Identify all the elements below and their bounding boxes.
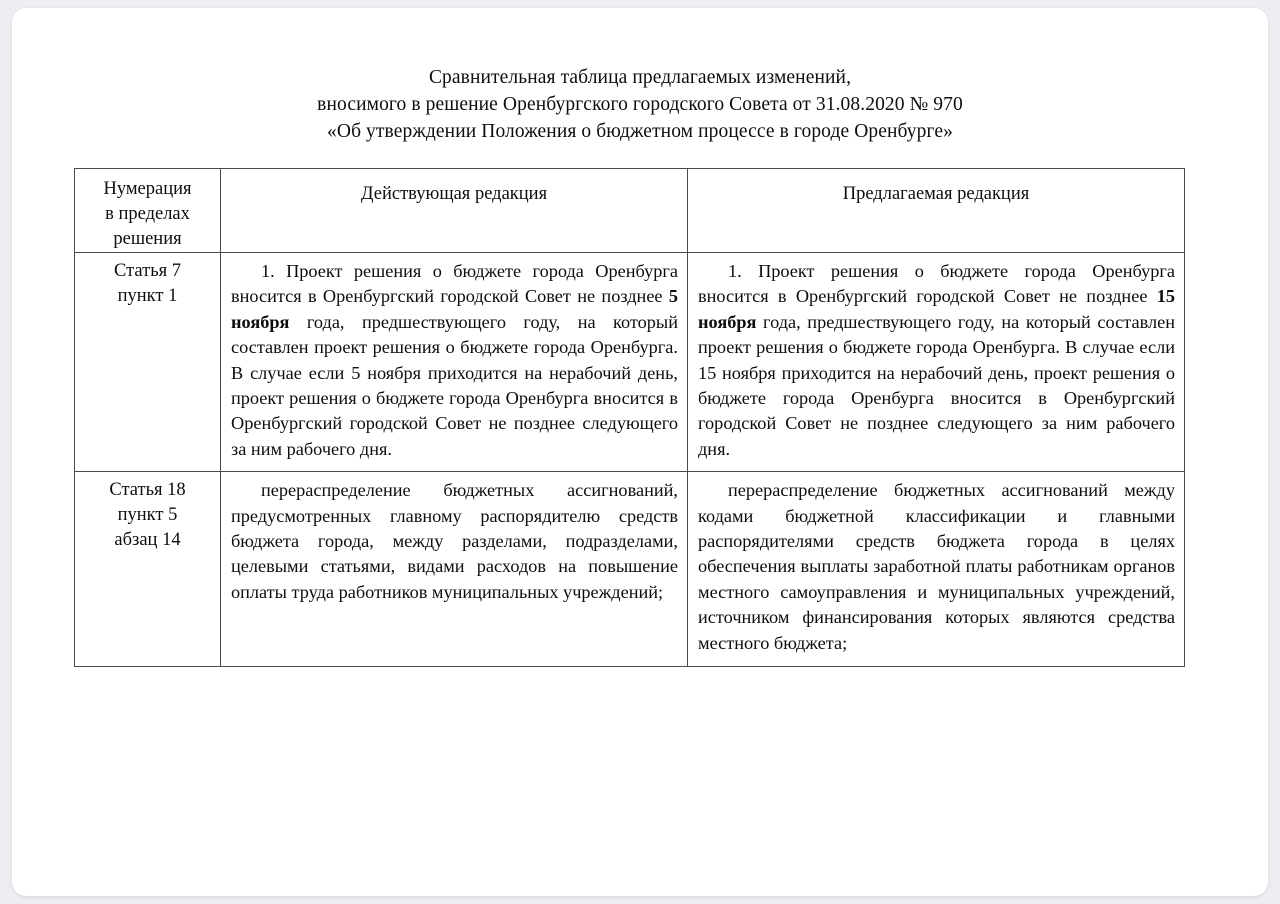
header-current-edition-label: Действующая редакция [360,184,548,204]
header-proposed-edition-label: Предлагаемая редакция [842,184,1030,204]
header-numbering [75,169,221,253]
table-row [75,253,1185,472]
table-header-row [75,169,1185,253]
row-current-edition-cell [221,472,688,667]
row-proposed-edition-cell [688,472,1185,667]
title-line-1: Сравнительная таблица предлагаемых изменений, [428,67,852,88]
row-proposed-edition-cell [688,253,1185,472]
proposed-text-bold: 15 ноября [698,286,1175,332]
current-text-bold: 5 ноября [231,286,678,332]
header-proposed-edition [688,169,1185,253]
proposed-text-prefix: 1. Проект решения о бюджете города Оренбурга вносится в Оренбургский городской Совет не позднее [698,261,1175,307]
document-page [12,8,1268,896]
table-row [75,472,1185,667]
header-current-edition [221,169,688,253]
row-numbering-line-3: абзац 14 [114,530,181,551]
current-text-suffix: года, предшествующего году, на который составлен проект решения о бюджете города Оренбурга. В случае если 5 ноября приходится на нерабочий день, проект решения о бюджете города Оренбурга вносится в Оренбургский городской Совет не позднее следующего за ним рабочего дня. [231,311,678,459]
row-proposed-edition-text [698,478,1175,656]
header-numbering-line-1: Нумерация [103,179,192,199]
row-numbering-line-1: Статья 18 [109,480,186,501]
row-numbering-cell [75,472,221,667]
title-line-2: вносимого в решение Оренбургского городского Совета от 31.08.2020 № 970 [317,94,963,115]
document-title-block [12,64,1268,145]
proposed-text-suffix: года, предшествующего году, на который составлен проект решения о бюджете города Оренбурга. В случае если 15 ноября приходится на нерабочий день, проект решения о бюджете города Оренбурга вносится в Оренбургский городской Совет не позднее следующего за ним рабочего дня. [698,311,1175,459]
current-text-prefix: перераспределение бюджетных ассигнований, предусмотренных главному распорядителю средств бюджета города, между разделами, подразделами, целевыми статьями, видами расходов на повышение оплаты труда работников муниципальных учреждений; [231,480,678,602]
row-numbering-line-2: пункт 5 [117,505,178,526]
current-text-prefix: 1. Проект решения о бюджете города Оренбурга вносится в Оренбургский городской Совет не позднее [231,261,678,307]
header-numbering-line-2: в пределах [105,204,190,224]
comparison-table [74,168,1185,667]
row-proposed-edition-text [698,259,1175,462]
row-numbering-line-1: Статья 7 [113,261,182,281]
row-current-edition-cell [221,253,688,472]
row-current-edition-text [231,478,678,605]
header-numbering-line-3: решения [113,229,182,249]
title-line-3: «Об утверждении Положения о бюджетном процессе в городе Оренбурге» [327,121,953,142]
row-numbering-line-2: пункт 1 [117,286,178,306]
proposed-text-prefix: перераспределение бюджетных ассигнований между кодами бюджетной классификации и главными распорядителями средств бюджета города в целях обеспечения выплаты заработной платы работникам органов местного самоуправления и муниципальных учреждений, источником финансирования которых являются средства местного бюджета; [698,480,1175,653]
row-numbering-cell [75,253,221,472]
row-current-edition-text [231,259,678,462]
